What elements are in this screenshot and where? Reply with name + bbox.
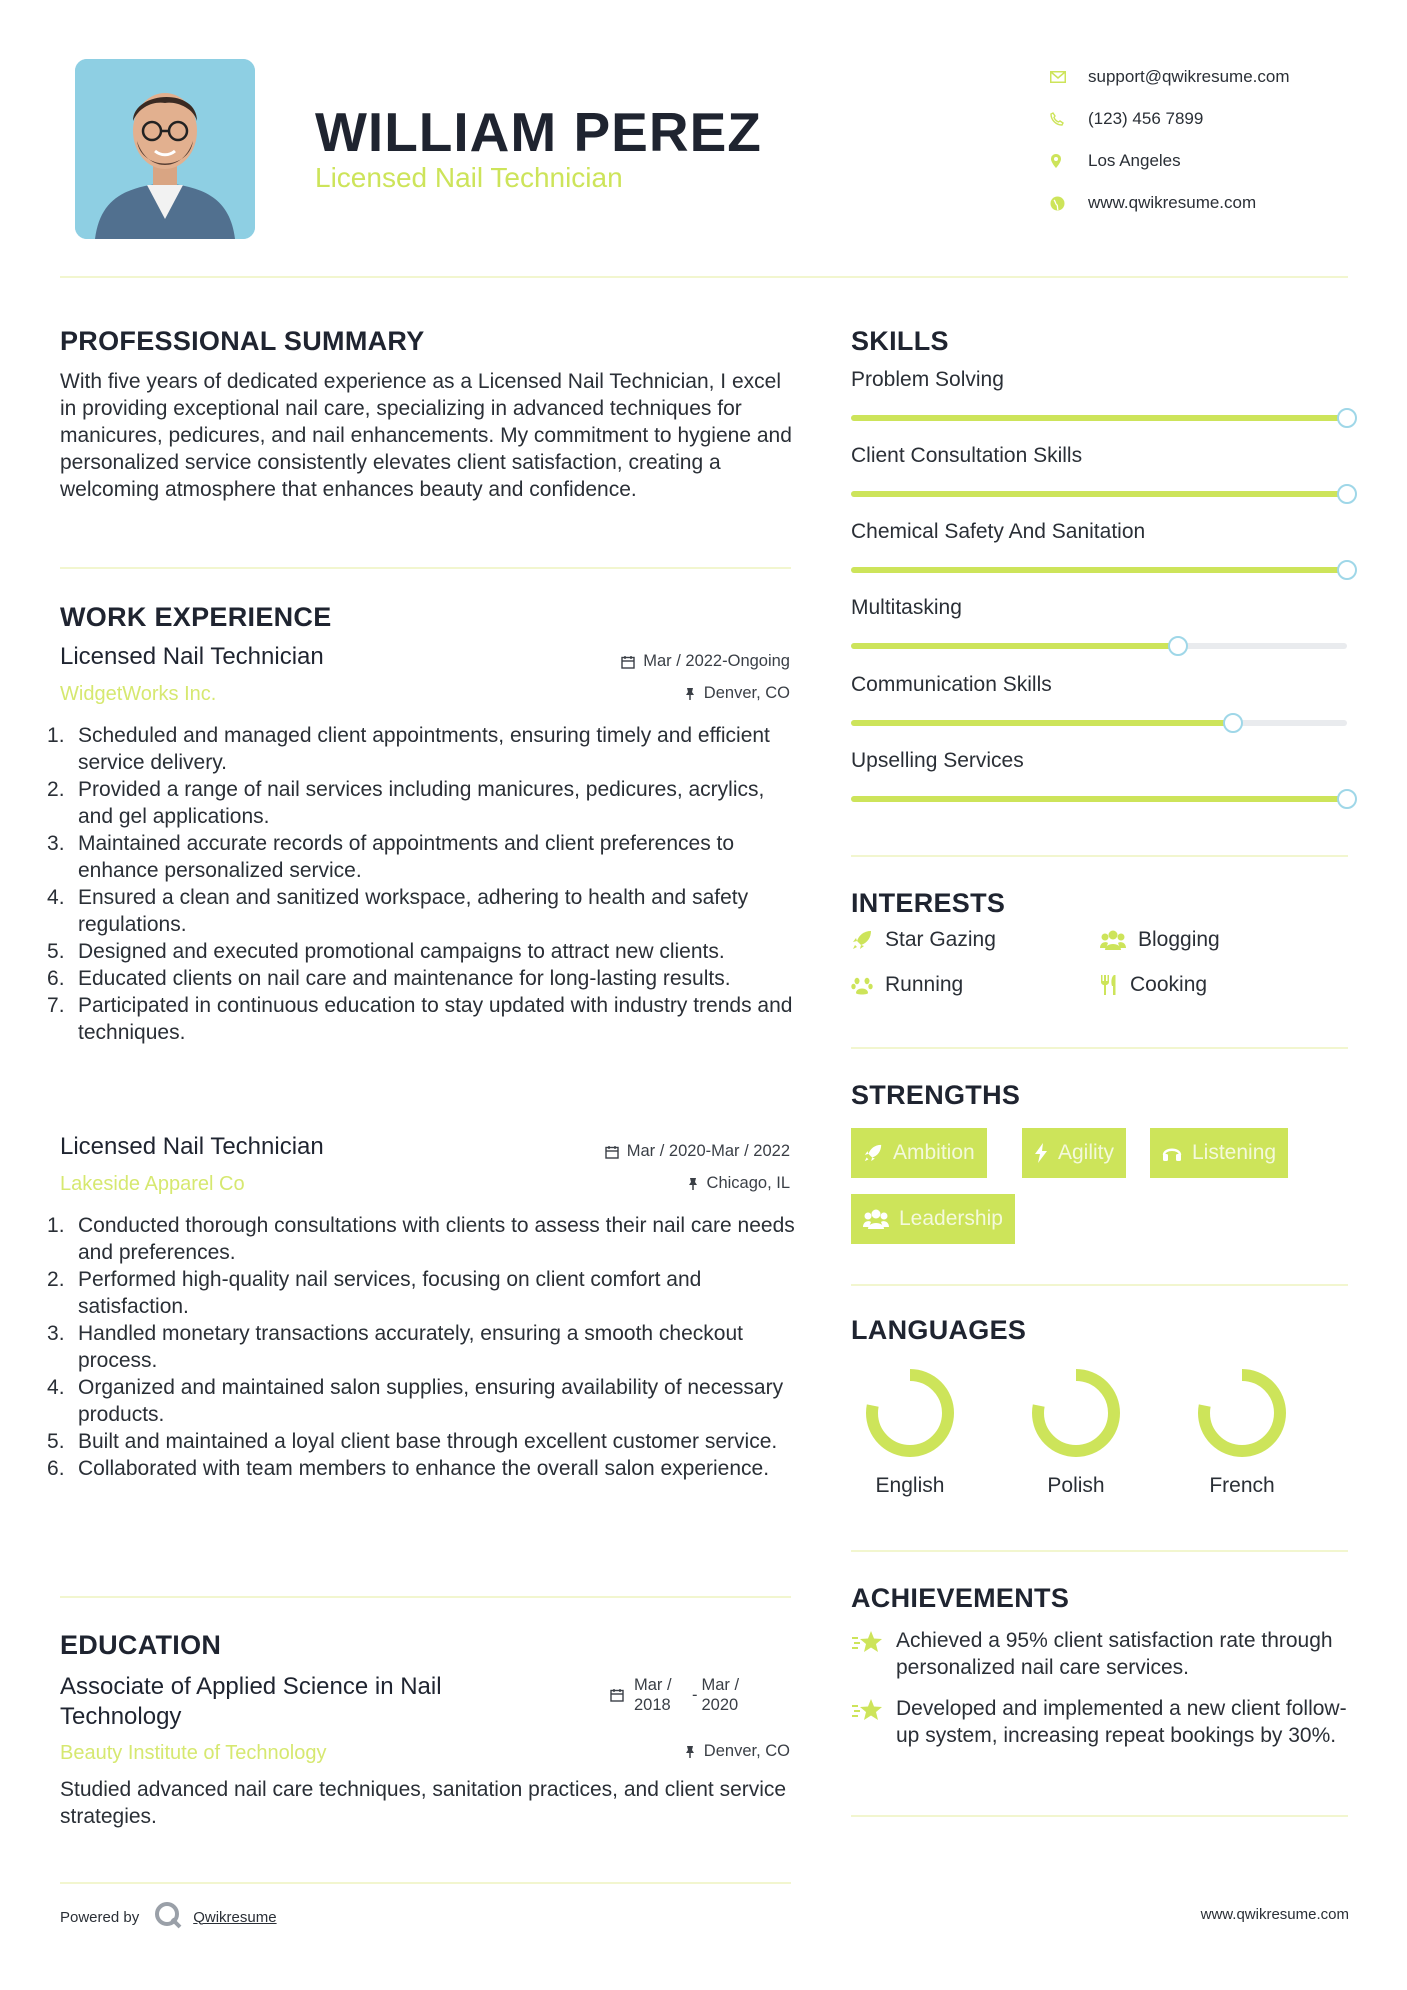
job-1-location-text: Denver, CO [703,684,790,702]
contact-website-text: www.qwikresume.com [1088,193,1257,212]
education-location-text: Denver, CO [703,1742,790,1760]
job-2-duties [54,1212,799,1482]
contact-location-text: Los Angeles [1088,151,1181,170]
summary-divider [60,567,791,569]
rocket-icon [851,929,873,951]
skill-level-knob [1337,560,1357,580]
skill-level-knob [1337,484,1357,504]
interest-item [1100,973,1207,997]
skill-level-knob [1223,713,1243,733]
job-1-duty: Ensured a clean and sanitized workspace, adhering to health and safety regulations. [78,886,749,936]
envelope-icon [1050,71,1088,83]
strength-label: Leadership [899,1207,1003,1230]
job-1-dates [621,652,790,671]
job-1-duty: Maintained accurate records of appointments and client preferences to enhance personalized service. [78,832,735,882]
skill-item [851,444,1351,474]
profile-photo [75,59,255,239]
achievement-item [851,1695,1351,1749]
languages-heading: LANGUAGES [851,1315,1027,1345]
education-dates [610,1675,746,1715]
qwikresume-logo-icon [153,1900,183,1934]
footer-brand-link[interactable]: Qwikresume [193,1908,277,1926]
skill-track [851,415,1347,421]
skill-level-knob [1168,636,1188,656]
language-level-ring [1038,1375,1114,1451]
job-2-dates-text: Mar / 2020-Mar / 2022 [626,1142,790,1160]
pushpin-icon [684,687,696,701]
strength-tag [1022,1128,1126,1178]
skill-item [851,673,1351,703]
job-2-title: Licensed Nail Technician [60,1133,324,1160]
job-1-duty: Scheduled and managed client appointments, ensuring timely and efficient service delivery. [78,724,770,774]
strengths-divider [851,1284,1348,1286]
strength-tag [851,1194,1015,1244]
interest-label: Running [885,973,964,996]
education-degree: Associate of Applied Science in Nail Technology [60,1673,442,1730]
achievements-heading: ACHIEVEMENTS [851,1583,1070,1613]
summary-text: With five years of dedicated experience as a Licensed Nail Technician, I excel in providing exceptional nail care, specializing in advanced techniques for manicures, pedicures, and nail enhancements. My commitment to hygiene and personalized service consistently elevates client satisfaction, creating a welcoming atmosphere that enhances beauty and confidence. [60,370,792,501]
job-1-duties [54,722,799,1046]
language-label: English [875,1474,945,1497]
skill-name: Upselling Services [851,749,1024,772]
users-icon [863,1208,889,1230]
pushpin-icon [684,1745,696,1759]
language-label: Polish [1047,1474,1105,1497]
location-pin-icon [1050,153,1088,169]
skill-item [851,520,1351,550]
skill-fill [851,643,1178,649]
footer-powered-by [60,1900,277,1934]
skill-fill [851,796,1347,802]
calendar-icon [605,1145,619,1159]
education-date-sep: - [692,1686,698,1704]
pushpin-icon [687,1177,699,1191]
skill-track [851,643,1347,649]
skill-level-knob [1337,789,1357,809]
contact-email[interactable] [1050,56,1380,98]
language-item [1006,1365,1146,1498]
education-heading: EDUCATION [60,1630,222,1660]
skill-name: Multitasking [851,596,962,619]
achievement-text: Achieved a 95% client satisfaction rate through personalized nail care services. [896,1629,1333,1679]
skill-item [851,368,1351,398]
person-portrait-icon [75,59,255,239]
job-1-dates-text: Mar / 2022-Ongoing [643,652,790,670]
experience-divider [60,1596,791,1598]
contact-email-text: support@qwikresume.com [1088,67,1290,86]
skill-fill [851,720,1233,726]
candidate-name: WILLIAM PEREZ [315,101,762,163]
contact-phone-text: (123) 456 7899 [1088,109,1204,128]
achievement-item [851,1627,1351,1681]
achievements-divider [851,1815,1348,1817]
job-2-duty: Handled monetary transactions accurately, ensuring a smooth checkout process. [78,1322,743,1372]
language-ring [862,1365,958,1461]
achievement-text: Developed and implemented a new client follow-up system, increasing repeat bookings by 30%. [896,1697,1347,1747]
skill-name: Communication Skills [851,673,1052,696]
interests-divider [851,1047,1348,1049]
contact-website[interactable] [1050,182,1380,224]
interest-label: Blogging [1138,928,1220,951]
job-1-duty: Designed and executed promotional campaigns to attract new clients. [78,940,725,963]
skill-name: Problem Solving [851,368,1004,391]
candidate-role: Licensed Nail Technician [315,162,623,193]
education-school: Beauty Institute of Technology [60,1742,327,1764]
skill-name: Client Consultation Skills [851,444,1083,467]
interest-item [851,973,963,997]
job-1-duty: Participated in continuous education to stay updated with industry trends and techniques. [78,994,793,1044]
strengths-heading: STRENGTHS [851,1080,1021,1110]
job-2-duty: Conducted thorough consultations with clients to assess their nail care needs and preferences. [78,1214,795,1264]
strength-tag [1150,1128,1288,1178]
strength-label: Ambition [893,1141,975,1164]
skill-track [851,796,1347,802]
interest-item [851,928,996,952]
job-2-company: Lakeside Apparel Co [60,1173,245,1195]
job-2-location [687,1174,790,1193]
skills-divider [851,855,1348,857]
skill-track [851,720,1347,726]
education-description: Studied advanced nail care techniques, sanitation practices, and client service strategies. [60,1778,787,1828]
footer-website[interactable]: www.qwikresume.com [1200,1906,1349,1923]
education-date-start: Mar / 2018 [634,1676,672,1714]
rocket-icon [863,1143,883,1163]
star-icon [851,1627,896,1681]
star-icon [851,1695,896,1749]
job-2-location-text: Chicago, IL [706,1174,790,1192]
language-item [1172,1365,1312,1498]
job-1-title: Licensed Nail Technician [60,643,324,670]
job-1-duty: Educated clients on nail care and maintenance for long-lasting results. [78,967,731,990]
skill-item [851,749,1351,779]
languages-divider [851,1550,1348,1552]
education-divider [60,1882,791,1884]
interests-heading: INTERESTS [851,888,1006,918]
interest-label: Cooking [1130,973,1208,996]
contact-location [1050,140,1380,182]
calendar-icon [610,1688,624,1702]
bolt-icon [1034,1142,1048,1164]
globe-icon [1050,196,1088,211]
job-2-duty: Collaborated with team members to enhance the overall salon experience. [78,1457,770,1480]
strength-tag [851,1128,987,1178]
language-level-ring [872,1375,948,1451]
headphones-icon [1162,1143,1182,1163]
utensils-icon [1100,974,1118,996]
contact-phone[interactable] [1050,98,1380,140]
language-level-ring [1204,1375,1280,1451]
skill-fill [851,491,1347,497]
language-item [840,1365,980,1498]
job-1-company: WidgetWorks Inc. [60,683,217,705]
interest-label: Star Gazing [885,928,996,951]
job-2-duty: Built and maintained a loyal client base through excellent customer service. [78,1430,778,1453]
skill-track [851,567,1347,573]
job-1-duty: Provided a range of nail services including manicures, pedicures, acrylics, and gel applications. [78,778,765,828]
footer-powered-by-text: Powered by [60,1908,140,1926]
job-2-duty: Performed high-quality nail services, focusing on client comfort and satisfaction. [78,1268,702,1318]
skill-track [851,491,1347,497]
skills-heading: SKILLS [851,326,949,356]
calendar-icon [621,655,635,669]
summary-heading: PROFESSIONAL SUMMARY [60,326,425,356]
paw-icon [851,974,873,996]
education-location [684,1742,790,1761]
language-ring [1028,1365,1124,1461]
education-date-end: Mar / 2020 [701,1676,740,1714]
header-divider [60,276,1348,278]
experience-heading: WORK EXPERIENCE [60,602,332,632]
strength-label: Agility [1058,1141,1115,1164]
language-ring [1194,1365,1290,1461]
strength-label: Listening [1192,1141,1277,1164]
phone-icon [1050,112,1088,126]
job-2-dates [605,1142,790,1161]
job-2-duty: Organized and maintained salon supplies, ensuring availability of necessary products. [78,1376,784,1426]
skill-fill [851,567,1347,573]
job-1-location [684,684,790,703]
language-label: French [1209,1474,1275,1497]
interest-item [1100,928,1220,952]
users-icon [1100,929,1126,951]
skill-name: Chemical Safety And Sanitation [851,520,1146,543]
skill-level-knob [1337,408,1357,428]
skill-item [851,596,1351,626]
contact-list [1050,56,1380,224]
skill-fill [851,415,1347,421]
